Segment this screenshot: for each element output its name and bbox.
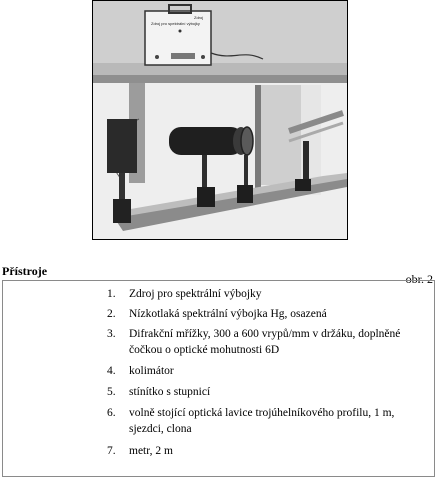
item-text xyxy=(129,306,411,322)
item-text xyxy=(129,384,411,400)
item-text-line: Zdroj pro spektrální výbojky xyxy=(129,288,262,300)
item-text-line: metr, 2 m xyxy=(129,445,173,457)
equipment-list xyxy=(2,280,435,477)
power-supply-brand: Zdroj xyxy=(194,15,204,20)
item-text xyxy=(129,443,411,459)
item-text-line: čočkou o optické mohutnosti 6D xyxy=(129,344,280,356)
section-title: Přístroje xyxy=(2,264,48,278)
lamp-housing xyxy=(107,119,137,173)
apparatus-photo-drawing xyxy=(93,1,347,239)
apparatus-photo xyxy=(92,0,348,240)
item-text xyxy=(129,363,411,379)
grating-holder xyxy=(241,127,253,155)
item-text-line: stínítko s stupnicí xyxy=(129,386,211,398)
item-text-line: Nízkotlaká spektrální výbojka Hg, osazená xyxy=(129,308,327,320)
item-text-line: volně stojící optická lavice trojúhelníkového profilu, 1 m, xyxy=(129,407,395,419)
item-number: 3. xyxy=(107,328,116,340)
figure-label: obr. 2 xyxy=(405,272,433,286)
item-number: 2. xyxy=(107,308,116,320)
item-number: 6. xyxy=(107,407,116,419)
item-text xyxy=(129,326,411,358)
item-text xyxy=(129,286,411,302)
item-number: 4. xyxy=(107,365,116,377)
item-number: 5. xyxy=(107,386,116,398)
item-text-line: sjezdci, clona xyxy=(129,423,192,435)
item-text xyxy=(129,405,411,437)
collimator xyxy=(169,127,243,155)
item-text-line: Difrakční mřížky, 300 a 600 vrypů/mm v držáku, doplněné xyxy=(129,328,401,340)
item-number: 1. xyxy=(107,288,116,300)
power-supply-label: Zdroj pro spektrální výbojky xyxy=(151,21,200,26)
item-number: 7. xyxy=(107,445,116,457)
item-text-line: kolimátor xyxy=(129,365,174,377)
